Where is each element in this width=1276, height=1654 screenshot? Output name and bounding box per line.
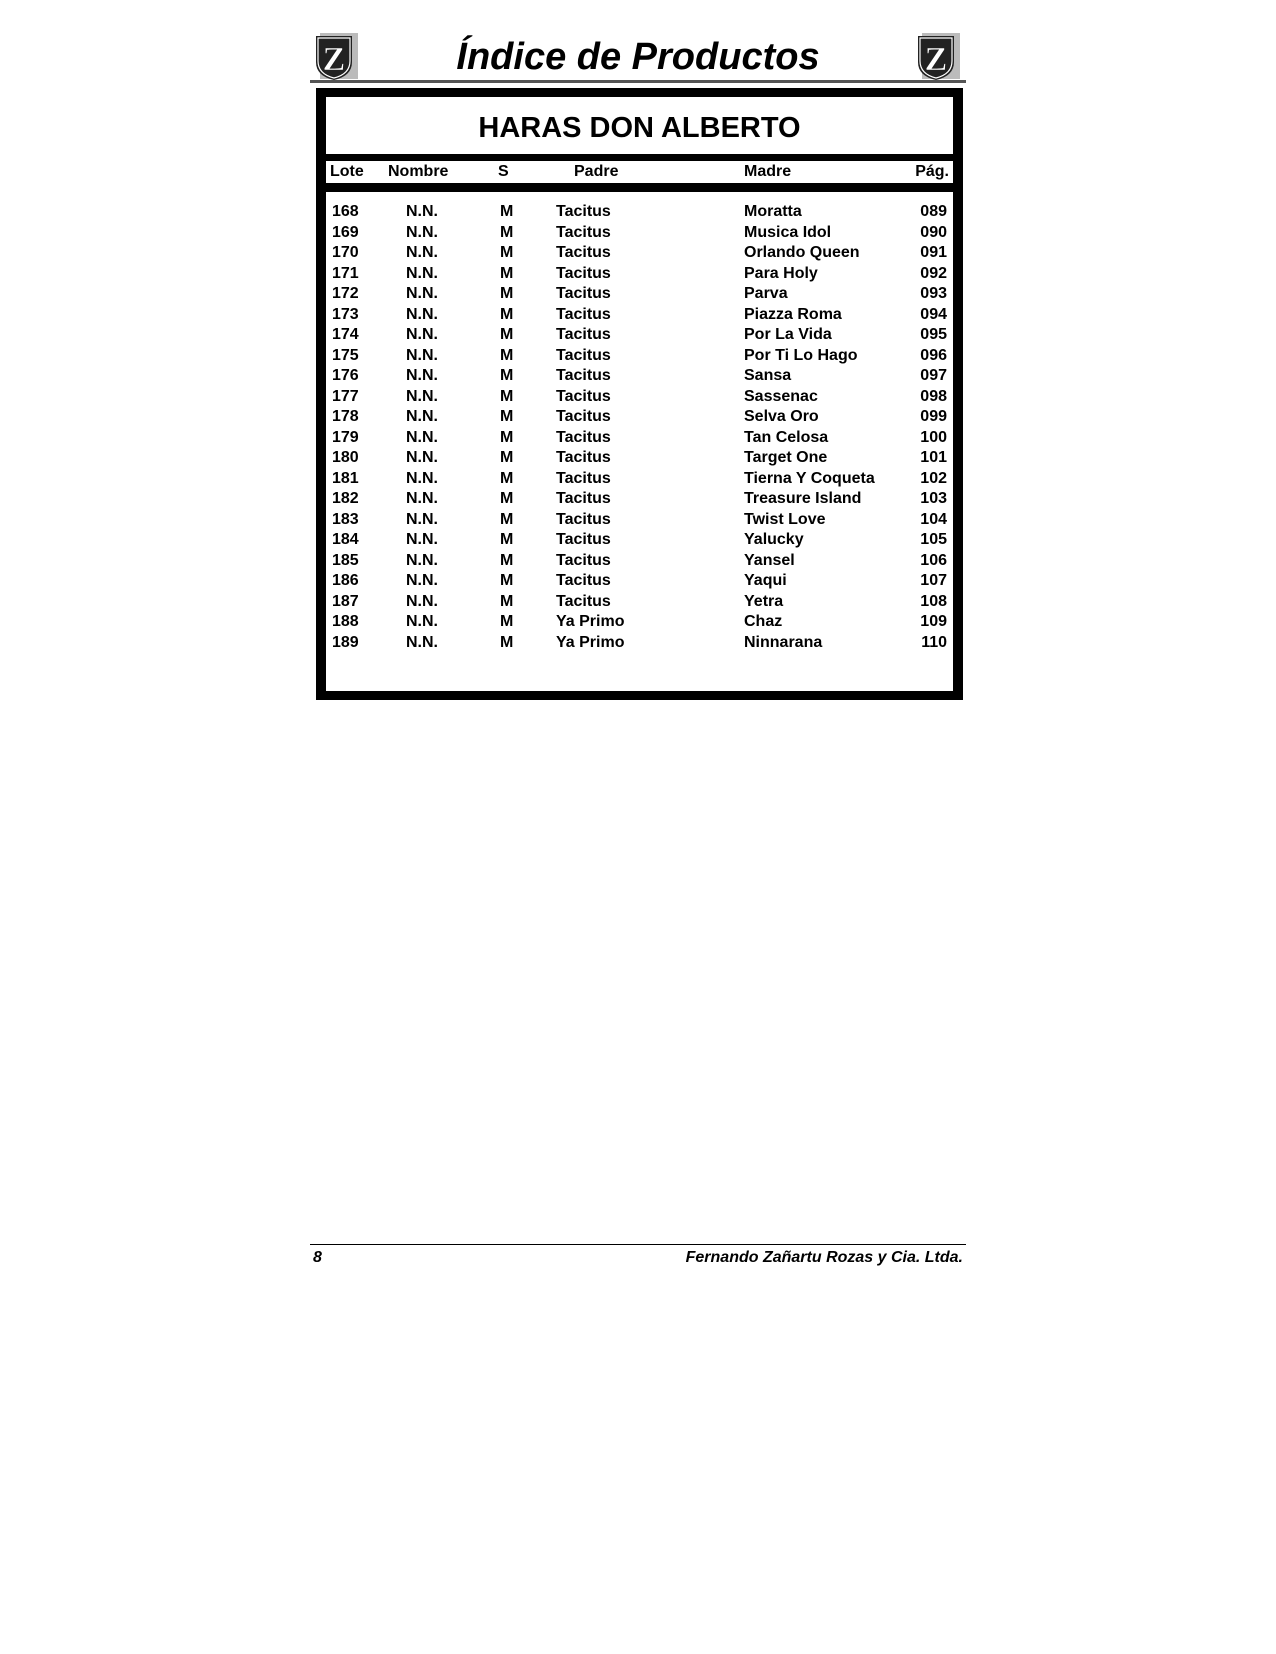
sexo-cell: M [500,326,514,343]
madre-cell: Yaqui [744,572,787,589]
sexo-cell: M [500,367,514,384]
sexo-cell: M [500,408,514,425]
lote-cell: 185 [332,551,359,569]
lote-cell: 178 [332,408,359,425]
table-row [326,387,953,407]
lote-cell: 188 [332,613,359,630]
pag-cell: 095 [920,326,947,343]
nombre-cell: N.N. [406,244,438,261]
pag-cell: 099 [920,408,947,425]
logo-letter: Z [924,41,948,78]
nombre-cell: N.N. [406,326,438,343]
nombre-cell: N.N. [406,449,438,466]
pag-cell: 103 [920,490,947,507]
column-header-lote: Lote [330,163,364,180]
table-row [326,407,953,427]
padre-cell: Tacitus [556,428,611,446]
lote-cell: 170 [332,244,359,261]
madre-cell: Yansel [744,551,795,569]
table-row [326,510,953,530]
lote-cell: 174 [332,326,359,343]
table-row [326,571,953,591]
sexo-cell: M [500,223,514,241]
pag-cell: 101 [920,449,947,466]
lote-cell: 179 [332,428,359,446]
sexo-cell: M [500,531,514,548]
madre-cell: Ninnarana [744,633,823,651]
padre-cell: Tacitus [556,346,611,364]
padre-cell: Tacitus [556,326,611,343]
pag-cell: 092 [920,264,947,282]
pag-cell: 104 [920,510,947,528]
table-body [326,192,953,691]
footer-divider [310,1244,966,1245]
madre-cell: Sansa [744,367,792,384]
padre-cell: Tacitus [556,285,611,302]
nombre-cell: N.N. [406,408,438,425]
pag-cell: 090 [920,223,947,241]
pag-cell: 107 [920,572,947,589]
sexo-cell: M [500,469,514,487]
logo-letter: Z [322,41,346,78]
table-row [326,305,953,325]
sexo-cell: M [500,490,514,507]
table-row [326,612,953,632]
madre-cell: Selva Oro [744,408,819,425]
sexo-cell: M [500,264,514,282]
sexo-cell: M [500,633,514,651]
nombre-cell: N.N. [406,346,438,364]
title-panel [326,97,953,154]
lote-cell: 187 [332,592,359,610]
nombre-cell: N.N. [406,367,438,384]
lote-cell: 172 [332,285,359,302]
table-row [326,243,953,263]
nombre-cell: N.N. [406,572,438,589]
nombre-cell: N.N. [406,203,438,220]
lote-cell: 175 [332,346,359,364]
column-header-sexo: S [498,163,509,180]
pag-cell: 091 [920,244,947,261]
nombre-cell: N.N. [406,469,438,487]
padre-cell: Tacitus [556,203,611,220]
pag-cell: 109 [920,613,947,630]
table-row [326,202,953,222]
lote-cell: 183 [332,510,359,528]
table-row [326,223,953,243]
pag-cell: 089 [920,203,947,220]
table-row [326,489,953,509]
section-title: HARAS DON ALBERTO [478,112,801,144]
sexo-cell: M [500,428,514,446]
madre-cell: Para Holy [744,264,818,282]
madre-cell: Por La Vida [744,326,832,343]
sexo-cell: M [500,551,514,569]
padre-cell: Tacitus [556,408,611,425]
madre-cell: Treasure Island [744,490,862,507]
sexo-cell: M [500,510,514,528]
nombre-cell: N.N. [406,613,438,630]
lote-cell: 171 [332,264,359,282]
padre-cell: Tacitus [556,449,611,466]
nombre-cell: N.N. [406,387,438,405]
padre-cell: Tacitus [556,469,611,487]
padre-cell: Tacitus [556,387,611,405]
pag-cell: 096 [920,346,947,364]
madre-cell: Piazza Roma [744,305,842,323]
madre-cell: Yetra [744,592,784,610]
madre-cell: Parva [744,285,788,302]
pag-cell: 110 [921,633,947,651]
page-number: 8 [313,1249,322,1266]
table-row [326,366,953,386]
nombre-cell: N.N. [406,264,438,282]
madre-cell: Target One [744,449,828,466]
madre-cell: Yalucky [744,531,804,548]
nombre-cell: N.N. [406,285,438,302]
table-row [326,592,953,612]
sexo-cell: M [500,613,514,630]
lote-cell: 186 [332,572,359,589]
column-header-nombre: Nombre [388,163,449,180]
nombre-cell: N.N. [406,592,438,610]
pag-cell: 105 [920,531,947,548]
madre-cell: Moratta [744,203,802,220]
sexo-cell: M [500,285,514,302]
sexo-cell: M [500,449,514,466]
table-row [326,264,953,284]
lote-cell: 189 [332,633,359,651]
pag-cell: 093 [920,285,947,302]
lote-cell: 173 [332,305,359,323]
pag-cell: 106 [920,551,947,569]
pag-cell: 094 [920,305,947,323]
nombre-cell: N.N. [406,223,438,241]
table-row [326,448,953,468]
padre-cell: Tacitus [556,244,611,261]
table-row [326,325,953,345]
madre-cell: Tan Celosa [744,428,829,446]
column-header-pag: Pág. [915,163,949,180]
lote-cell: 176 [332,367,359,384]
nombre-cell: N.N. [406,531,438,548]
nombre-cell: N.N. [406,510,438,528]
column-header-padre: Padre [574,163,619,180]
sexo-cell: M [500,203,514,220]
company-name: Fernando Zañartu Rozas y Cia. Ltda. [685,1249,963,1266]
table-row [326,428,953,448]
table-row [326,284,953,304]
madre-cell: Por Ti Lo Hago [744,346,858,364]
logo-right-icon [914,32,964,82]
madre-cell: Chaz [744,613,783,630]
sexo-cell: M [500,387,514,405]
table-row [326,530,953,550]
pag-cell: 097 [920,367,947,384]
pag-cell: 102 [920,469,947,487]
padre-cell: Tacitus [556,223,611,241]
pag-cell: 098 [920,387,947,405]
index-frame [316,88,963,700]
padre-cell: Tacitus [556,531,611,548]
padre-cell: Tacitus [556,305,611,323]
padre-cell: Tacitus [556,490,611,507]
table-row [326,551,953,571]
padre-cell: Tacitus [556,510,611,528]
lote-cell: 181 [332,469,359,487]
page-header [310,32,966,86]
padre-cell: Tacitus [556,367,611,384]
nombre-cell: N.N. [406,490,438,507]
madre-cell: Orlando Queen [744,244,860,261]
pag-cell: 108 [920,592,947,610]
padre-cell: Tacitus [556,592,611,610]
padre-cell: Tacitus [556,264,611,282]
table-row [326,346,953,366]
nombre-cell: N.N. [406,551,438,569]
header-divider [310,80,966,83]
nombre-cell: N.N. [406,428,438,446]
sexo-cell: M [500,572,514,589]
sexo-cell: M [500,244,514,261]
page-title: Índice de Productos [456,36,820,78]
lote-cell: 169 [332,223,359,241]
madre-cell: Tierna Y Coqueta [744,469,875,487]
lote-cell: 184 [332,531,359,548]
padre-cell: Tacitus [556,572,611,589]
nombre-cell: N.N. [406,305,438,323]
padre-cell: Ya Primo [556,633,625,651]
sexo-cell: M [500,592,514,610]
table-row [326,469,953,489]
madre-cell: Musica Idol [744,223,832,241]
madre-cell: Twist Love [744,510,826,528]
lote-cell: 177 [332,387,359,405]
table-header [326,161,953,183]
lote-cell: 182 [332,490,359,507]
pag-cell: 100 [920,428,947,446]
column-header-madre: Madre [744,163,792,180]
madre-cell: Sassenac [744,387,818,405]
sexo-cell: M [500,305,514,323]
table-row [326,633,953,653]
lote-cell: 168 [332,203,359,220]
nombre-cell: N.N. [406,633,438,651]
padre-cell: Tacitus [556,551,611,569]
sexo-cell: M [500,346,514,364]
lote-cell: 180 [332,449,359,466]
padre-cell: Ya Primo [556,613,625,630]
